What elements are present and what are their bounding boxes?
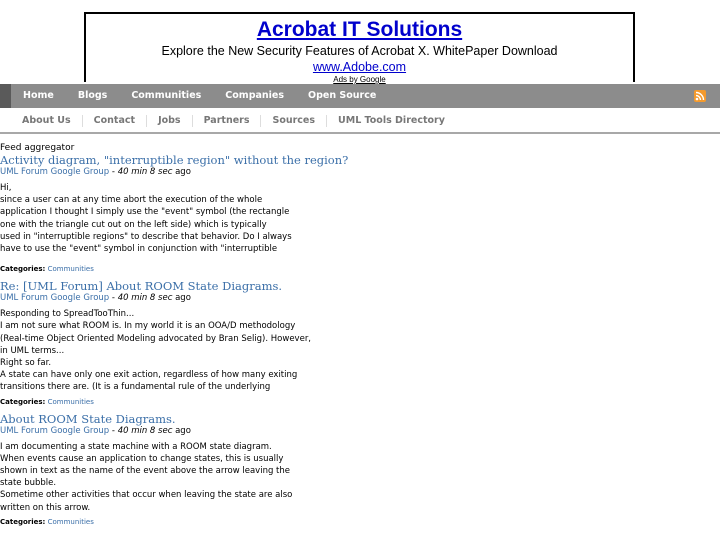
nav-jobs[interactable]: Jobs xyxy=(146,115,192,127)
nav-contact[interactable]: Contact xyxy=(82,115,146,127)
post-body-line: I am documenting a state machine with a ROOM state diagram. xyxy=(0,441,272,452)
post-body-line: I am not sure what ROOM is. In my world it is an OOA/D methodology xyxy=(0,321,296,332)
nav-sources[interactable]: Sources xyxy=(260,115,326,127)
post-ago: ago xyxy=(175,293,191,304)
post-body-line: Responding to SpreadTooThin... xyxy=(0,309,135,320)
post-source-link[interactable]: UML Forum Google Group xyxy=(0,293,110,304)
post-body-line: application I thought I simply use the "event" symbol (the rectangle xyxy=(0,207,290,218)
post-time: 40 min 8 sec xyxy=(117,425,173,436)
categories-label: Categories: xyxy=(0,397,46,406)
post-source-link[interactable]: UML Forum Google Group xyxy=(0,167,110,177)
post-body-line: have to use the "event" symbol in conjunction with "interruptible xyxy=(0,244,278,255)
post-time: 40 min 8 sec xyxy=(117,167,173,177)
post-meta: UML Forum Google Group - 40 min 8 sec ago xyxy=(0,425,191,436)
nav-open-source[interactable]: Open Source xyxy=(308,90,377,101)
post-body xyxy=(0,308,330,393)
ad-banner xyxy=(84,12,635,82)
page-title: Feed aggregator xyxy=(0,143,75,153)
post-body-line: state bubble. xyxy=(0,478,57,489)
post-body-line: Right so far. xyxy=(0,358,52,369)
post-body-line: (Real-time Object Oriented Modeling advocated by Bran Selig). However, xyxy=(0,333,312,344)
rss-feed-icon[interactable] xyxy=(694,90,706,102)
post-ago: ago xyxy=(175,425,191,436)
nav-about-us[interactable]: About Us xyxy=(22,115,71,126)
post-title-link[interactable]: About ROOM State Diagrams. xyxy=(0,411,176,426)
category-link[interactable]: Communities xyxy=(47,517,94,526)
feed-item xyxy=(0,280,330,406)
post-body xyxy=(0,182,330,255)
secondary-nav xyxy=(0,110,720,134)
post-source-link[interactable]: UML Forum Google Group xyxy=(0,425,110,436)
nav-communities[interactable]: Communities xyxy=(131,90,202,101)
post-categories xyxy=(0,264,330,274)
categories-label: Categories: xyxy=(0,265,46,274)
post-title-link[interactable]: Re: [UML Forum] About ROOM State Diagrams. xyxy=(0,279,283,294)
post-time: 40 min 8 sec xyxy=(117,293,173,304)
post-title-link[interactable]: Activity diagram, "interruptible region" without the region? xyxy=(0,153,349,167)
nav-uml-tools-directory[interactable]: UML Tools Directory xyxy=(326,115,456,127)
post-categories xyxy=(0,517,330,527)
post-body-line: transitions there are. (It is a fundamental rule of the underlying xyxy=(0,382,271,393)
ad-description: Explore the New Security Features of Acrobat X. WhitePaper Download xyxy=(161,44,558,58)
post-body-line: written on this arrow. xyxy=(0,502,91,513)
nav-home[interactable]: Home xyxy=(23,90,54,101)
post-body-line: since a user can at any time abort the execution of the whole xyxy=(0,195,263,206)
post-ago: ago xyxy=(175,167,191,177)
category-link[interactable]: Communities xyxy=(47,265,94,274)
post-body-line: shown in text as the name of the event above the arrow leaving the xyxy=(0,466,291,477)
post-body xyxy=(0,441,330,514)
ads-by-google-link[interactable]: Ads by Google xyxy=(333,75,386,84)
feed-item xyxy=(0,413,330,527)
post-body-line: used in "interruptible regions" to describe that behavior. Do I always xyxy=(0,231,292,242)
post-body-line: one with the triangle cut out on the left side) which is typically xyxy=(0,219,267,230)
ad-url-link[interactable]: www.Adobe.com xyxy=(312,60,407,74)
nav-companies[interactable]: Companies xyxy=(225,90,285,101)
feed-item xyxy=(0,153,349,274)
post-body-line: in UML terms... xyxy=(0,345,65,356)
post-body-line: Sometime other activities that occur when leaving the state are also xyxy=(0,490,293,501)
post-body-line: A state can have only one exit action, regardless of how many exiting xyxy=(0,370,298,381)
ad-title-link[interactable]: Acrobat IT Solutions xyxy=(256,18,463,41)
nav-blogs[interactable]: Blogs xyxy=(77,90,108,101)
feed-content xyxy=(0,143,349,527)
category-link[interactable]: Communities xyxy=(47,397,94,406)
post-meta: UML Forum Google Group - 40 min 8 sec ago xyxy=(0,167,191,177)
nav-lead-block xyxy=(0,84,11,108)
primary-nav xyxy=(0,84,720,108)
post-categories xyxy=(0,397,330,407)
post-body-line: Hi, xyxy=(0,183,12,193)
categories-label: Categories: xyxy=(0,517,46,526)
nav-partners[interactable]: Partners xyxy=(192,115,261,127)
post-body-line: When events cause an application to change states, this is usually xyxy=(0,453,284,464)
post-meta: UML Forum Google Group - 40 min 8 sec ago xyxy=(0,293,191,304)
